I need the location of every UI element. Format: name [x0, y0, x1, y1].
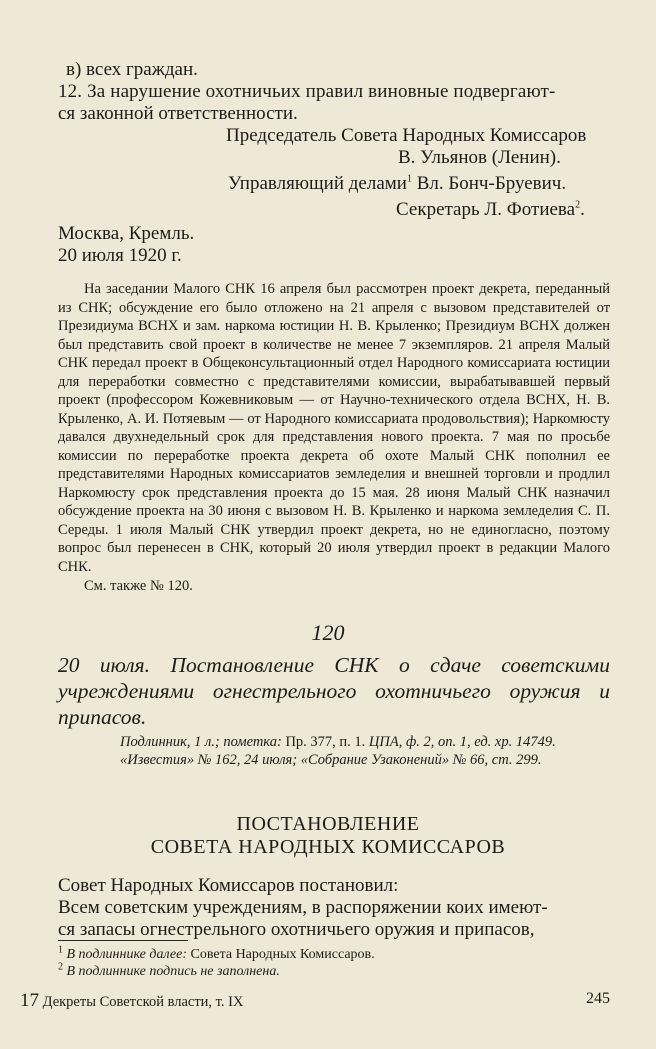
document-number: 120 — [311, 620, 345, 645]
secretary-line: Секретарь Л. Фотиева$^2$. — [396, 199, 585, 220]
source-info — [120, 733, 610, 769]
footnote-1-text: Совета Народных Комиссаров. — [190, 947, 375, 962]
source-publication: «Известия» № 162, 24 июля; «Собрание Узаконений» № 66, ст. 299. — [120, 752, 542, 768]
page-footer-left — [20, 990, 243, 1012]
title-line1: ПОСТАНОВЛЕНИЕ — [236, 813, 420, 835]
see-also: См. также № 120. — [84, 578, 193, 594]
book-title: Декреты Советской власти, т. IX — [42, 994, 244, 1010]
footnote-1-italic: В подлиннике далее: — [66, 947, 187, 962]
title-line2: СОВЕТА НАРОДНЫХ КОМИССАРОВ — [150, 836, 506, 858]
editorial-note — [58, 280, 610, 596]
page-number: 245 — [586, 990, 610, 1007]
footnote-divider — [58, 940, 188, 941]
manager-role: Управляющий делами — [228, 173, 407, 194]
manager-name: Вл. Бонч-Бруевич. — [416, 173, 567, 194]
chair-role: Председатель Совета Народных Комиссаров — [226, 125, 587, 146]
date: 20 июля 1920 г. — [58, 245, 182, 266]
signature-mark: 17 — [20, 990, 39, 1011]
clause-12-line1: 12. За нарушение охотничьих правил виновные подвергают- — [58, 81, 556, 102]
secretary-name: Секретарь Л. Фотиева — [396, 199, 576, 220]
note-paragraph: На заседании Малого СНК 16 апреля был рассмотрен проект декрета, переданный из СНК; обсуждение его было отложено на 21 апреля с вызовом представителей от Президиума ВСНХ и зам. наркома юстиции Н. В. Крыленко; Президиум ВСНХ должен был представить свой проект в количестве не менее 7 экземпляров. 21 апреля Малый СНК передал проект в Общеконсультационный отдел Народного комиссариата юстиции для переработки совместно с представителями комиссии, вырабатывавшей первый проект (профессором Кожевниковым — от Научно-технического отдела ВСНХ, Н. В. Крыленко, А. И. Потяевым — от Народного комиссариата продовольствия); Наркомюсту давался двухнедельный срок для представления нового проекта. 7 мая по просьбе комиссии по переработке проекта декрета об охоте Малый СНК пополнил ее представителями Народных комиссариатов земледелия и внешней торговли и продлил Наркомюсту срок представления проекта до 15 мая. 28 июня Малый СНК назначил обсуждение проекта на 30 июня с вызовом Н. В. Крыленко и наркома земледелия С. П. Середы. 1 июля Малый СНК утвердил проект декрета, но не единогласно, поэтому вопрос был перенесен в СНК, который 20 июля утвердил проект в редакции Малого СНК. — [58, 281, 610, 575]
footnote-ref-1: 1 — [406, 173, 412, 185]
body-line2: Всем советским учреждениям, в распоряжении коих имеют- — [58, 897, 548, 918]
place: Москва, Кремль. — [58, 223, 195, 244]
footnote-2-text: В подлиннике подпись не заполнена. — [66, 964, 280, 979]
document-heading: 20 июля. Постановление СНК о сдаче советскими учреждениями огнестрельного охотничьего оружия и припасов. — [58, 653, 610, 729]
body-intro: Совет Народных Комиссаров постановил: — [58, 875, 399, 896]
manager-line — [228, 172, 566, 196]
footnote-2 — [58, 963, 280, 980]
footnote-1-number: 1 — [58, 944, 63, 956]
footnote-2-number: 2 — [58, 961, 63, 973]
source-archive: ЦПА, ф. 2, оп. 1, ед. хр. 14749. — [368, 734, 556, 750]
clause-v: в) всех граждан. — [66, 59, 198, 80]
body-line3: ся запасы огнестрельного охотничьего оружия и припасов, — [58, 919, 535, 940]
chair-name: В. Ульянов (Ленин). — [398, 147, 561, 168]
source-original: Подлинник, 1 л.; пометка: — [120, 734, 282, 750]
footnote-1 — [58, 946, 375, 963]
clause-12-line2: ся законной ответственности. — [58, 103, 298, 124]
footnote-ref-2: 2 — [575, 199, 581, 211]
source-mark: Пр. 377, п. 1. — [285, 734, 366, 750]
